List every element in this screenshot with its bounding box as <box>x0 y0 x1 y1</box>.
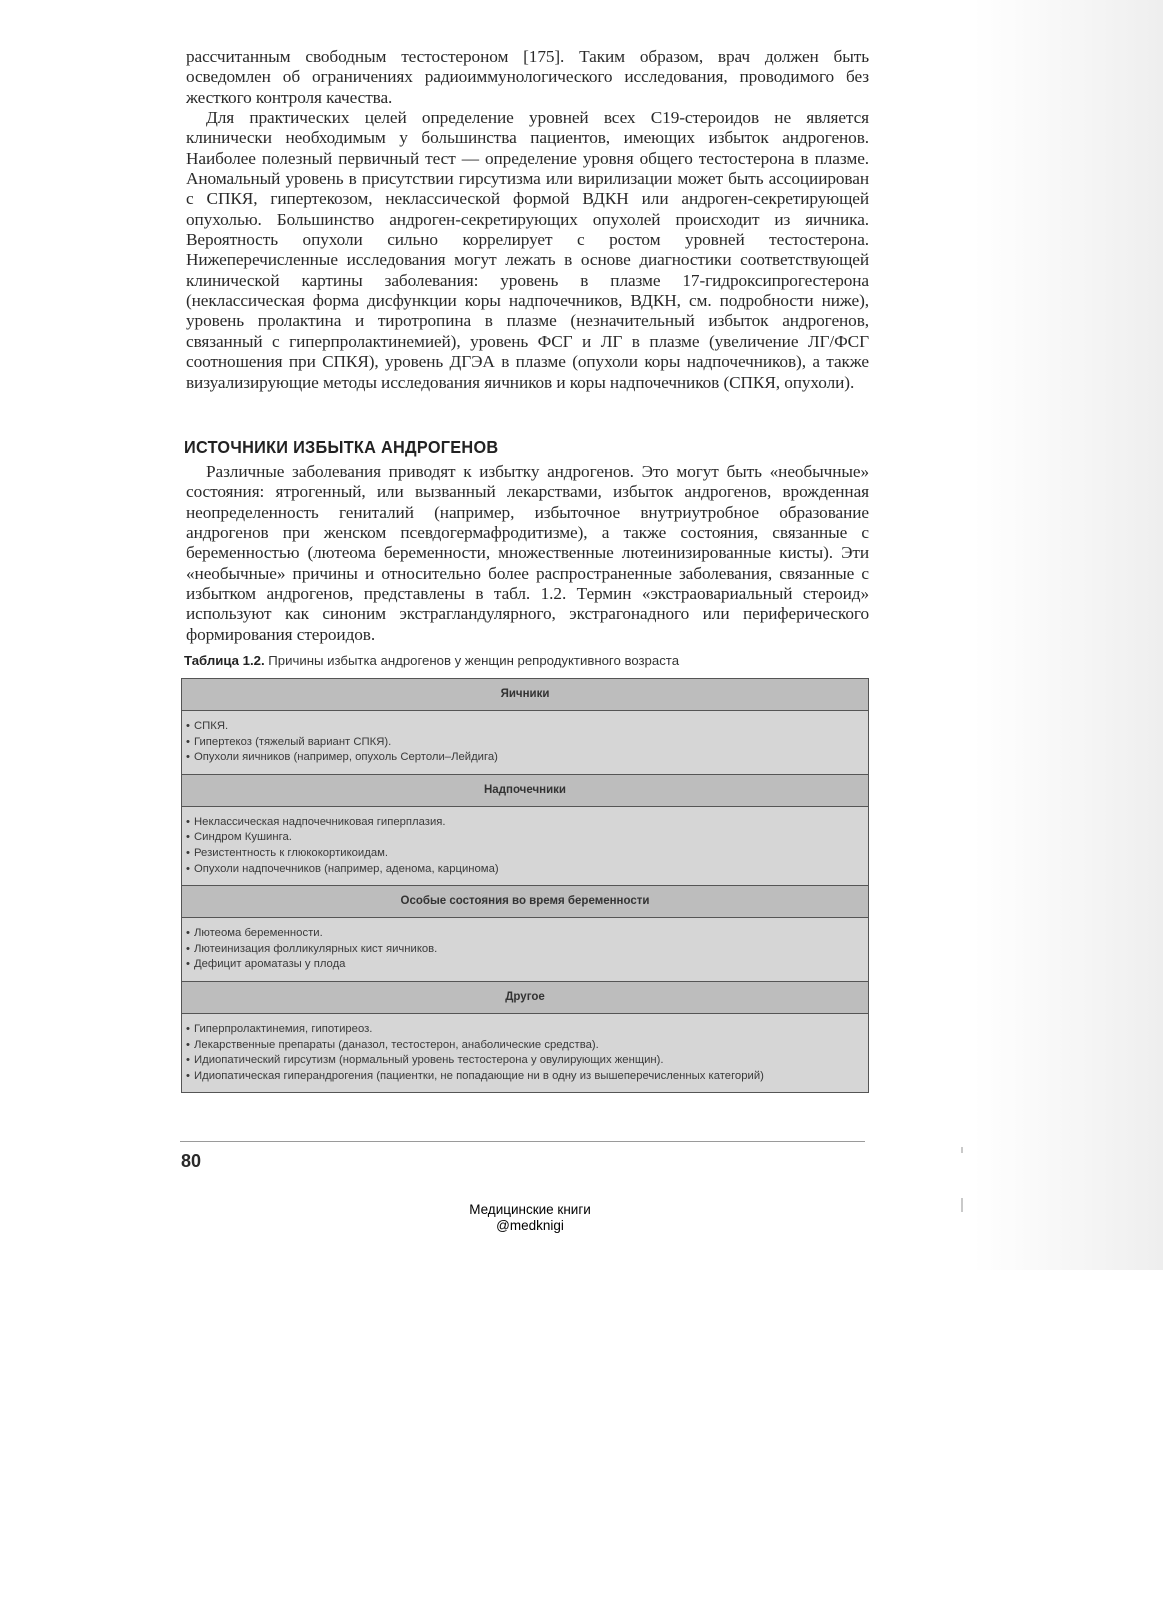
list-item-text: Опухоли яичников (например, опухоль Сертоли–Лейдига) <box>194 751 498 764</box>
intro-text <box>186 47 869 393</box>
list-item <box>186 1022 864 1038</box>
list-item <box>186 735 864 751</box>
bullet-icon: • <box>186 751 190 764</box>
table-caption-text: Причины избытка андрогенов у женщин репродуктивного возраста <box>268 653 680 668</box>
list-item <box>186 719 864 735</box>
table-section-title: Другое <box>182 982 868 1014</box>
bullet-icon: • <box>186 942 190 955</box>
paragraph: рассчитанным свободным тестостероном [175]. Таким образом, врач должен быть осведомлен об ограничениях радиоиммунологического исследования, проводимого без жесткого контроля качества. <box>186 47 869 107</box>
list-item-text: Идиопатическая гиперандрогения (пациентки, не попадающие ни в одну из вышеперечисленных категорий) <box>194 1069 764 1082</box>
table-section-list <box>182 807 868 886</box>
watermark <box>430 1202 630 1234</box>
list-item <box>186 1053 864 1069</box>
section-text <box>186 462 869 645</box>
bullet-icon: • <box>186 1069 190 1082</box>
paragraph: Для практических целей определение уровней всех С19-стероидов не является клинически необходимым у большинства пациентов, имеющих избыток андрогенов. Наиболее полезный первичный тест — определение уровня общего тестостерона в плазме. Аномальный уровень в присутствии гирсутизма или вирилизации может быть ассоциирован с СПКЯ, гипертекозом, неклассической формой ВДКН или андроген-секретирующей опухолью. Большинство андроген-секретирующих опухолей происходит из яичника. Вероятность опухоли сильно коррелирует с ростом уровней тестостерона. Нижеперечисленные исследования могут лежать в основе диагностики соответствующей клинической картины заболевания: уровень в плазме 17-гидроксипрогестерона (неклассическая форма дисфункции коры надпочечников, ВДКН, см. подробности ниже), уровень пролактина и тиротропина в плазме (незначительный избыток андрогенов, связанный с гиперпролактинемией), уровень ФСГ и ЛГ в плазме (увеличение ЛГ/ФСГ соотношения при СПКЯ), уровень ДГЭА в плазме (опухоли коры надпочечников), а также визуализирующие методы исследования яичников и коры надпочечников (СПКЯ, опухоли). <box>186 108 869 392</box>
list-item <box>186 942 864 958</box>
table-caption-label: Таблица 1.2. <box>184 653 265 668</box>
table-section-title: Надпочечники <box>182 775 868 807</box>
list-item-text: Лютеома беременности. <box>194 927 323 940</box>
list-item <box>186 957 864 973</box>
list-item-text: Синдром Кушинга. <box>194 831 292 844</box>
bullet-icon: • <box>186 1022 190 1035</box>
list-item-text: Гипертекоз (тяжелый вариант СПКЯ). <box>194 735 392 748</box>
bullet-icon: • <box>186 862 190 875</box>
list-item-text: Лекарственные препараты (даназол, тестостерон, анаболические средства). <box>194 1038 599 1051</box>
list-item-text: Лютеинизация фолликулярных кист яичников. <box>194 942 438 955</box>
list-item <box>186 926 864 942</box>
list-item-text: Идиопатический гирсутизм (нормальный уровень тестостерона у овулирующих женщин). <box>194 1054 664 1067</box>
list-item <box>186 862 864 878</box>
list-item <box>186 1069 864 1085</box>
watermark-handle: @medknigi <box>496 1218 564 1233</box>
scan-edge-shadow <box>973 0 1163 1270</box>
paragraph: Различные заболевания приводят к избытку андрогенов. Это могут быть «необычные» состояния: ятрогенный, или вызванный лекарствами, избыток андрогенов, врожденная неопределенность гениталий (например, избыточное внутриутробное образование андрогенов при женском псевдогермафродитизме), а также состояния, связанные с беременностью (лютеома беременности, множественные лютеинизированные кисты). Эти «необычные» причины и относительно более распространенные заболевания, связанные с избытком андрогенов, представлены в табл. 1.2. Термин «экстраовариальный стероид» используют как синоним экстрагландулярного, экстрагонадного или периферического формирования стероидов. <box>186 462 869 644</box>
bullet-icon: • <box>186 720 190 732</box>
bullet-icon: • <box>186 831 190 844</box>
list-item-text: Резистентность к глюкокортикоидам. <box>194 846 389 859</box>
table-caption <box>184 653 679 668</box>
list-item-text: СПКЯ. <box>194 720 229 732</box>
list-item <box>186 1038 864 1054</box>
bullet-icon: • <box>186 846 190 859</box>
footer-divider <box>180 1141 865 1142</box>
table-section-title: Особые состояния во время беременности <box>182 886 868 918</box>
list-item <box>186 846 864 862</box>
list-item-text: Дефицит ароматазы у плода <box>194 958 346 971</box>
list-item-text: Опухоли надпочечников (например, аденома, карцинома) <box>194 862 499 875</box>
bullet-icon: • <box>186 927 190 940</box>
scan-margin-mark <box>961 1198 963 1212</box>
bullet-icon: • <box>186 1054 190 1067</box>
section-heading: ИСТОЧНИКИ ИЗБЫТКА АНДРОГЕНОВ <box>184 437 499 457</box>
bullet-icon: • <box>186 1038 190 1051</box>
table-section-title: Яичники <box>182 679 868 711</box>
bullet-icon: • <box>186 815 190 828</box>
list-item-text: Гиперпролактинемия, гипотиреоз. <box>194 1022 373 1035</box>
scan-margin-mark <box>961 1147 963 1153</box>
page-number: 80 <box>181 1151 202 1171</box>
list-item <box>186 830 864 846</box>
causes-table <box>181 678 869 1093</box>
bullet-icon: • <box>186 958 190 971</box>
list-item <box>186 750 864 766</box>
list-item-text: Неклассическая надпочечниковая гиперплазия. <box>194 815 446 828</box>
table-section-list <box>182 711 868 775</box>
watermark-title: Медицинские книги <box>469 1202 591 1217</box>
bullet-icon: • <box>186 735 190 748</box>
table-section-list <box>182 918 868 982</box>
list-item <box>186 815 864 831</box>
table-section-list <box>182 1014 868 1092</box>
